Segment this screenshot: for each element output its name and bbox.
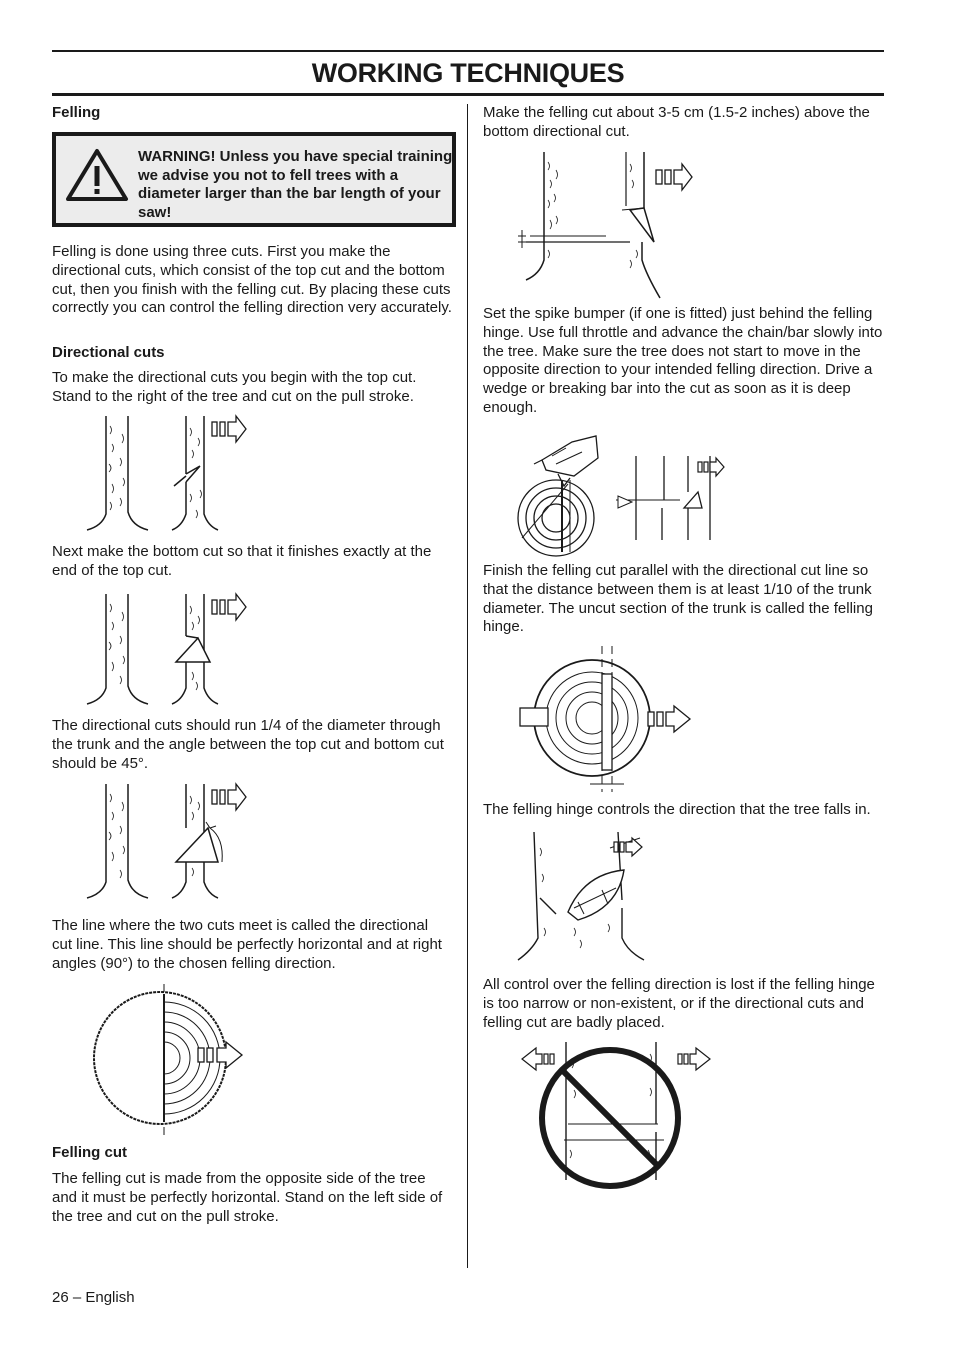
felling-direction-arrow-icon: [522, 1048, 554, 1070]
section-heading-directional-cuts: Directional cuts: [52, 344, 165, 361]
paragraph-top-cut: To make the directional cuts you begin with the top cut. Stand to the right of the tree and cut on the pull stroke.: [52, 369, 417, 405]
felling-direction-arrow-icon: [212, 784, 246, 810]
paragraph-intro: Felling is done using three cuts. First you make the directional cuts, which consist of the top cut and the bottom cut, then you finish with the felling cut. By placing these cuts correctly you can control the felling direction very accurately.: [52, 243, 452, 317]
paragraph-hinge-direction: The felling hinge controls the direction that the tree falls in.: [483, 801, 871, 818]
page-title: WORKING TECHNIQUES: [311, 58, 625, 88]
felling-direction-arrow-icon: [678, 1048, 710, 1070]
header-top-rule: [52, 50, 884, 52]
paragraph-felling-cut: The felling cut is made from the opposite side of the tree and it must be perfectly horizontal. Stand on the left side of the tree and cut on the pull stroke.: [52, 1170, 443, 1225]
figure-stump-top-view: [86, 982, 256, 1138]
figure-hinge-falling: [514, 828, 654, 968]
warning-text: WARNING! Unless you have special training we advise you not to fell trees with a diameter larger than the bar length of your saw!: [138, 148, 453, 221]
figure-top-cut: [82, 414, 252, 540]
prohibited-sign-icon: [542, 1050, 678, 1186]
figure-felling-cut-height: [512, 150, 702, 300]
section-heading-felling-cut: Felling cut: [52, 1144, 127, 1161]
felling-direction-arrow-icon: [698, 458, 724, 476]
paragraph-spike-bumper: Set the spike bumper (if one is fitted) just behind the felling hinge. Use full throttle and advance the chain/bar slowly into the tree. Make sure the tree does not start to move in the opposite direction to your intended felling direction. Drive a wedge or breaking bar into the cut as soon as it is deep enough.: [483, 305, 883, 416]
felling-direction-arrow-icon: [212, 594, 246, 620]
paragraph-felling-cut-height: Make the felling cut about 3-5 cm (1.5-2 inches) above the bottom directional cut.: [483, 104, 870, 140]
figure-directional-angle: [82, 782, 252, 906]
paragraph-quarter-diameter: The directional cuts should run 1/4 of the diameter through the trunk and the angle between the top cut and bottom cut should be 45°.: [52, 717, 444, 772]
figure-prohibited-felling: [514, 1040, 718, 1194]
column-divider: [467, 104, 468, 1268]
paragraph-control-lost: All control over the felling direction is lost if the felling hinge is too narrow or non-existent, or if the directional cuts and felling cut are badly placed.: [483, 976, 875, 1031]
warning-triangle-icon: [64, 146, 130, 209]
paragraph-bottom-cut: Next make the bottom cut so that it finishes exactly at the end of the top cut.: [52, 543, 432, 579]
figure-saw-felling: [512, 428, 742, 558]
felling-direction-arrow-icon: [656, 164, 692, 190]
paragraph-directional-line: The line where the two cuts meet is called the directional cut line. This line should be perfectly horizontal and at right angles (90°) to the chosen felling direction.: [52, 917, 442, 972]
figure-bottom-cut: [82, 592, 252, 712]
figure-felling-hinge-top-view: [516, 644, 696, 794]
section-heading-felling: Felling: [52, 104, 101, 121]
felling-direction-arrow-icon: [212, 416, 246, 442]
header-bottom-rule: [52, 93, 884, 96]
page-footer-label: 26 – English: [52, 1289, 135, 1306]
paragraph-parallel-cut: Finish the felling cut parallel with the directional cut line so that the distance between them is at least 1/10 of the trunk diameter. The uncut section of the trunk is called the felling hinge.: [483, 562, 873, 636]
felling-direction-arrow-icon: [648, 706, 690, 732]
warning-box: [52, 132, 456, 227]
